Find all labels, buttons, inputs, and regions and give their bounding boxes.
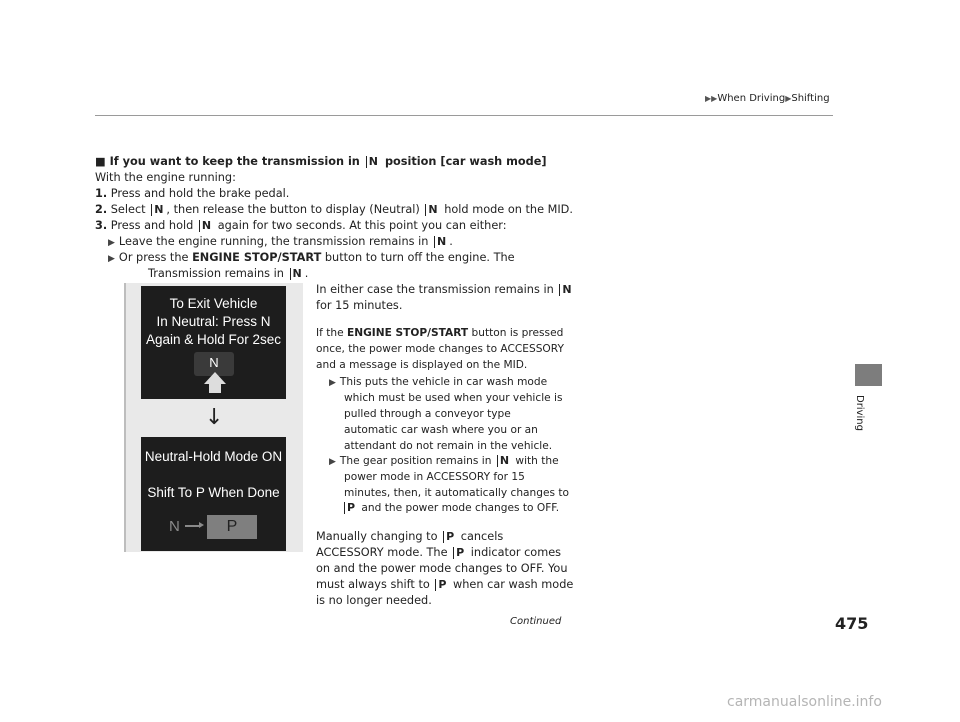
- note-line: If the ENGINE STOP/START button is pressed: [316, 327, 564, 339]
- note-line: ▶ The gear position remains in N with the: [329, 454, 559, 467]
- note-line: pulled through a conveyor type: [344, 408, 511, 420]
- note-line: In either case the transmission remains in N: [316, 283, 572, 296]
- note-line: on and the power mode changes to OFF. You: [316, 562, 568, 575]
- breadcrumb-arrow-icon: ▶▶: [705, 94, 718, 103]
- chapter-tab-marker: [855, 364, 882, 386]
- note-line: once, the power mode changes to ACCESSORY: [316, 343, 564, 355]
- key-n: N: [290, 268, 304, 280]
- page-number: 475: [835, 614, 869, 633]
- section-title: ■ If you want to keep the transmission in N position [car wash mode]: [95, 155, 547, 168]
- note-line: is no longer needed.: [316, 594, 432, 607]
- flow-arrow-icon: ↓: [205, 405, 224, 430]
- arrow-icon: ▶: [108, 254, 115, 264]
- note-line: ▶ This puts the vehicle in car wash mode: [329, 376, 548, 388]
- key-p: P: [443, 531, 456, 543]
- step-1: 1. Press and hold the brake pedal.: [95, 187, 290, 200]
- option-2-continued: Transmission remains in N .: [148, 267, 309, 280]
- press-arrow-stem-icon: [209, 383, 221, 393]
- watermark: carmanualsonline.info: [727, 694, 882, 710]
- mid-screen-neutral-hold: Neutral-Hold Mode ON Shift To P When Done N P: [141, 437, 286, 551]
- mid-screen-exit: To Exit Vehicle In Neutral: Press N Again & Hold For 2sec N: [141, 286, 286, 399]
- note-line: and a message is displayed on the MID.: [316, 359, 528, 371]
- gear-n-label: N: [169, 518, 180, 535]
- key-n: N: [366, 156, 380, 168]
- key-n: N: [559, 284, 573, 296]
- header-divider: [95, 115, 833, 116]
- note-line: ACCESSORY mode. The P indicator comes: [316, 546, 562, 559]
- arrow-icon: ▶: [329, 378, 336, 388]
- note-line: automatic car wash where you or an: [344, 424, 538, 436]
- key-n: N: [497, 455, 511, 467]
- key-n: N: [434, 236, 448, 248]
- breadcrumb-item: Shifting: [791, 93, 830, 104]
- note-line: Manually changing to P cancels: [316, 530, 504, 543]
- note-line: power mode in ACCESSORY for 15: [344, 471, 525, 483]
- breadcrumb-arrow-icon: ▶: [785, 94, 792, 103]
- note-line: must always shift to P when car wash mode: [316, 578, 574, 591]
- key-n: N: [151, 204, 165, 216]
- shift-arrow-icon: [185, 525, 201, 527]
- option-2: ▶ Or press the ENGINE STOP/START button to turn off the engine. The: [108, 251, 515, 264]
- note-line: for 15 minutes.: [316, 299, 403, 312]
- note-line: which must be used when your vehicle is: [344, 392, 563, 404]
- key-p: P: [344, 502, 357, 514]
- arrow-icon: ▶: [329, 457, 336, 467]
- breadcrumb: [705, 93, 830, 104]
- key-p: P: [453, 547, 466, 559]
- key-n: N: [425, 204, 439, 216]
- step-2: 2. Select N , then release the button to display (Neutral) N hold mode on the MID.: [95, 203, 573, 216]
- step-3: 3. Press and hold N again for two seconds. At this point you can either:: [95, 219, 507, 232]
- continued-label: Continued: [510, 616, 562, 627]
- gear-p-box: P: [207, 515, 257, 539]
- chapter-tab: [851, 395, 881, 435]
- arrow-icon: ▶: [108, 238, 115, 248]
- note-line: attendant do not remain in the vehicle.: [344, 440, 553, 452]
- key-p: P: [435, 579, 448, 591]
- note-line: P and the power mode changes to OFF.: [342, 500, 559, 516]
- chapter-tab-label: Driving: [854, 395, 865, 431]
- key-n: N: [199, 220, 213, 232]
- option-1: ▶ Leave the engine running, the transmission remains in N .: [108, 235, 453, 248]
- n-button-graphic: N: [194, 352, 234, 376]
- breadcrumb-item: When Driving: [717, 93, 786, 104]
- intro-text: With the engine running:: [95, 171, 236, 184]
- note-line: minutes, then, it automatically changes to: [344, 487, 570, 499]
